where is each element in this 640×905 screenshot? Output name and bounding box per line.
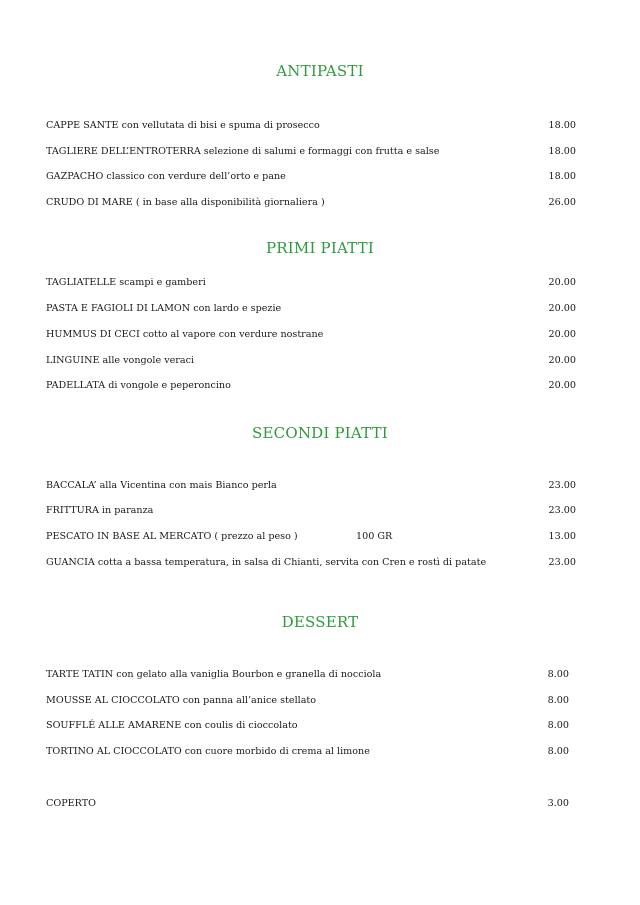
section-title-antipasti: ANTIPASTI [276,62,364,80]
menu-item-price: 20.00 [548,329,576,340]
menu-item [46,118,576,134]
coperto-row [46,796,569,812]
menu-item [46,478,576,494]
menu-item-price: 26.00 [548,197,576,208]
menu-item-price: 20.00 [548,277,576,288]
menu-item-name: TORTINO AL CIOCCOLATO con cuore morbido di crema al limone [46,746,370,757]
menu-item-price: 8.00 [547,695,569,706]
menu-item-name: MOUSSE AL CIOCCOLATO con panna all’anice stellato [46,695,317,706]
menu-item [46,301,576,317]
menu-item [46,667,569,683]
coperto-label: COPERTO [46,798,96,809]
menu-item-price: 20.00 [548,355,576,366]
section-title-secondi: SECONDI PIATTI [252,424,388,442]
menu-item [46,144,576,160]
menu-item-price: 18.00 [548,171,576,182]
coperto-price: 3.00 [547,798,569,809]
menu-item-price: 23.00 [548,480,576,491]
menu-item [46,275,576,291]
menu-item-name: HUMMUS DI CECI cotto al vapore con verdure nostrane [46,329,324,340]
menu-item-price: 8.00 [547,746,569,757]
menu-item-price: 18.00 [548,120,576,131]
menu-item-price: 20.00 [548,303,576,314]
menu-item [46,353,576,369]
menu-item-name: PESCATO IN BASE AL MERCATO ( prezzo al peso ) [46,531,298,542]
menu-item [46,503,576,519]
menu-item-price: 18.00 [548,146,576,157]
menu-item-name: GUANCIA cotta a bassa temperatura, in salsa di Chianti, servita con Cren e rostì di patate [46,557,487,568]
menu-item-name: PADELLATA di vongole e peperoncino [46,380,231,391]
menu-item-price: 23.00 [548,557,576,568]
menu-item-name: SOUFFLÉ ALLE AMARENE con coulis di cioccolato [46,720,298,731]
menu-item [46,195,576,211]
menu-item-name: CRUDO DI MARE ( in base alla disponibilità giornaliera ) [46,197,325,208]
menu-item [46,718,569,734]
menu-item-price: 8.00 [547,669,569,680]
menu-item [46,744,569,760]
menu-item-price: 20.00 [548,380,576,391]
menu-item-name: BACCALA’ alla Vicentina con mais Bianco perla [46,480,277,491]
menu-item-name: LINGUINE alle vongole veraci [46,355,195,366]
menu-item [46,378,576,394]
menu-item-price: 8.00 [547,720,569,731]
menu-item [46,529,576,545]
menu-item-name: TAGLIERE DELL’ENTROTERRA selezione di salumi e formaggi con frutta e salse [46,146,440,157]
menu-item-price: 13.00 [548,531,576,542]
menu-item-name: CAPPE SANTE con vellutata di bisi e spuma di prosecco [46,120,320,131]
menu-item-price: 23.00 [548,505,576,516]
menu-item-name: TAGLIATELLE scampi e gamberi [46,277,206,288]
section-title-primi: PRIMI PIATTI [265,239,374,257]
menu-item [46,169,576,185]
menu-item [46,327,576,343]
menu-item [46,693,569,709]
menu-item [46,555,576,571]
section-title-dessert: DESSERT [281,613,359,631]
menu-item-name: FRITTURA in paranza [46,505,154,516]
menu-item-weight: 100 GR [356,531,393,542]
menu-item-name: GAZPACHO classico con verdure dell’orto e pane [46,171,286,182]
menu-item-name: PASTA E FAGIOLI DI LAMON con lardo e spezie [46,303,282,314]
menu-item-name: TARTE TATIN con gelato alla vaniglia Bourbon e granella di nocciola [46,669,382,680]
